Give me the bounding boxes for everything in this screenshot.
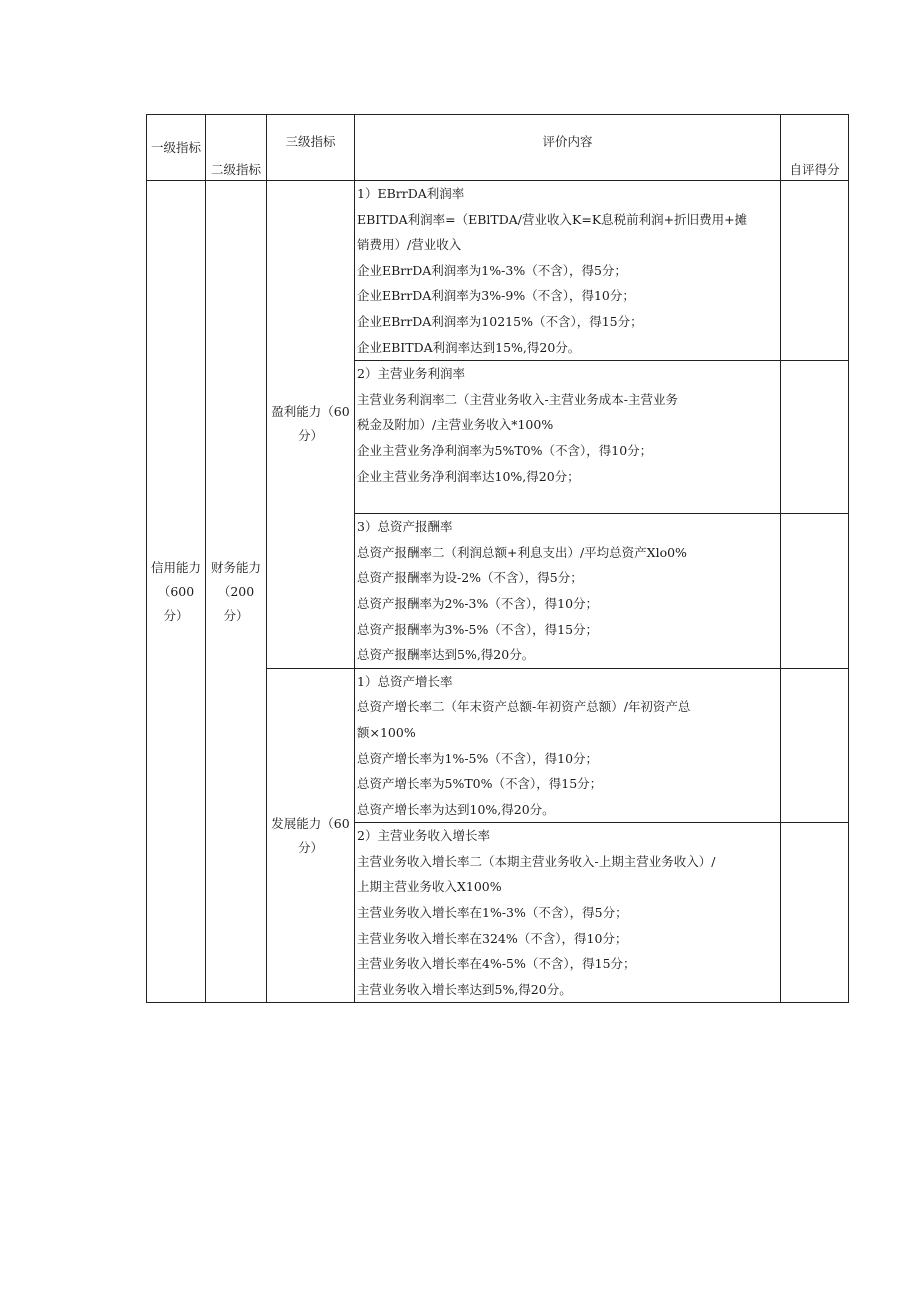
header-level2: 二级指标 — [206, 115, 267, 181]
self-score-cell[interactable] — [781, 823, 849, 1003]
header-row — [147, 115, 849, 181]
self-score-cell[interactable] — [781, 181, 849, 361]
header-content: 评价内容 — [355, 115, 781, 181]
table-row — [147, 181, 849, 361]
content-return-on-assets: 3）总资产报酬率 总资产报酬率二（利润总额+利息支出）/平均总资产Xlo0% 总资产报酬率为设-2%（不含），得5分； 总资产报酬率为2%-3%（不含），得10分； 总资产报酬率为3%-5%（不含），得15分； 总资产报酬率达到5%,得20分。 — [355, 514, 781, 669]
self-score-cell[interactable] — [781, 514, 849, 669]
header-level1: 一级指标 — [147, 115, 206, 181]
header-level3: 三级指标 — [267, 115, 355, 181]
level1-credit-ability: 信用能力（600分） — [147, 181, 206, 1003]
evaluation-table — [146, 114, 849, 1003]
content-revenue-growth: 2）主营业务收入增长率 主营业务收入增长率二（本期主营业务收入-上期主营业务收入）/ 上期主营业务收入X100% 主营业务收入增长率在1%-3%（不含），得5分； 主营业务收入增长率在324%（不含），得10分； 主营业务收入增长率在4%-5%（不含），得15分； 主营业务收入增长率达到5%,得20分。 — [355, 823, 781, 1003]
self-score-cell[interactable] — [781, 361, 849, 514]
content-asset-growth: 1）总资产增长率 总资产增长率二（年末资产总额-年初资产总额）/年初资产总 额×100% 总资产增长率为1%-5%（不含），得10分； 总资产增长率为5%T0%（不含），得15分； 总资产增长率为达到10%,得20分。 — [355, 668, 781, 823]
self-score-cell[interactable] — [781, 668, 849, 823]
header-self-score: 自评得分 — [781, 115, 849, 181]
content-ebitda-margin: 1）EBrrDA利润率 EBITDA利润率=（EBlTDA/营业收入K=K息税前利润+折旧费用+摊 销费用）/营业收入 企业EBrrDA利润率为1%-3%（不含），得5分； 企业EBrrDA利润率为3%-9%（不含），得10分； 企业EBrrDA利润率为10215%（不含），得15分； 企业EBITDA利润率达到15%,得20分。 — [355, 181, 781, 361]
level2-financial-ability: 财务能力（200分） — [206, 181, 267, 1003]
level3-growth-ability: 发展能力（60分） — [267, 668, 355, 1003]
level3-profitability: 盈利能力（60分） — [267, 181, 355, 669]
content-main-business-margin: 2）主营业务利润率 主营业务利润率二（主营业务收入-主营业务成本-主营业务 税金及附加）/主营业务收入*100% 企业主营业务净利润率为5%T0%（不含），得10分； 企业主营业务净利润率达10%,得20分； — [355, 361, 781, 514]
